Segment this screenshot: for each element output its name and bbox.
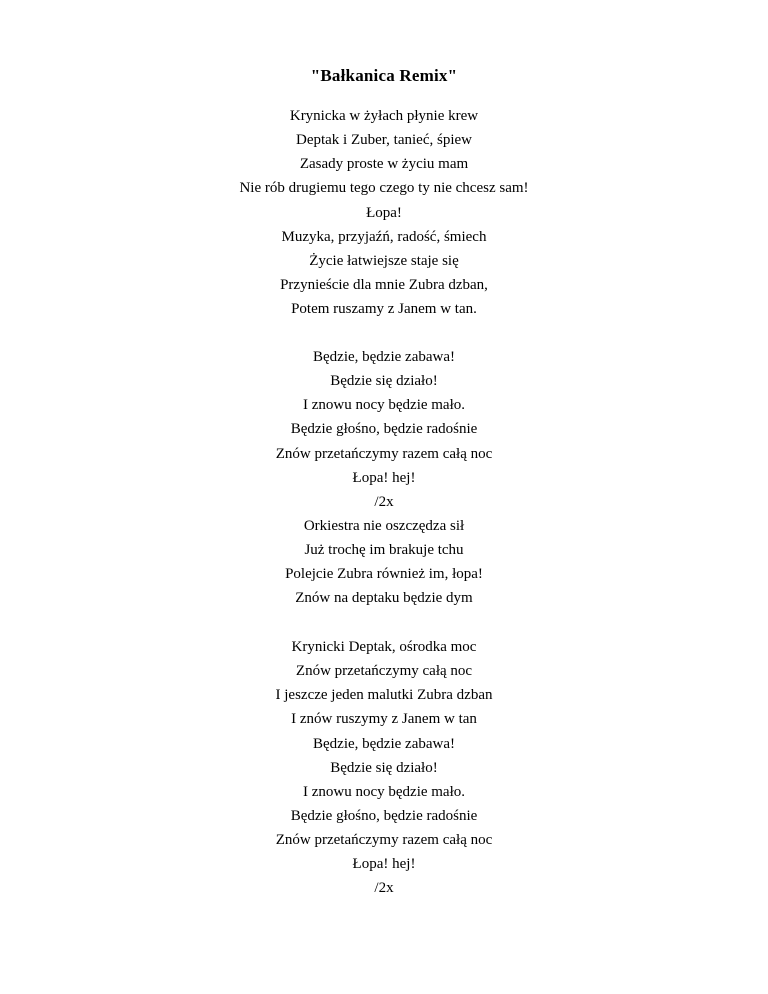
lyric-line: Deptak i Zuber, tanieć, śpiew (295, 132, 472, 149)
lyric-line: /2x (374, 493, 394, 510)
stanza-3 (0, 635, 768, 901)
stanza-2 (0, 345, 768, 611)
lyric-line: Życie łatwiejsze staje się (309, 252, 459, 269)
lyric-line: Muzyka, przyjaźń, radość, śmiech (281, 228, 487, 245)
lyric-line: Orkiestra nie oszczędza sił (303, 517, 465, 534)
song-title: "Bałkanica Remix" (310, 66, 458, 85)
lyric-line: Polejcie Zubra również im, łopa! (285, 566, 483, 583)
lyric-line: Znów przetańczymy całą noc (295, 663, 473, 680)
lyric-line: Przynieście dla mnie Zubra dzban, (280, 276, 488, 293)
lyric-line: Znów przetańczymy razem całą noc (275, 832, 493, 849)
lyric-line: Łopa! (366, 204, 402, 221)
lyric-line: I znowu nocy będzie mało. (302, 783, 466, 800)
lyric-line: Łopa! hej! (352, 856, 416, 873)
lyric-line: Znów na deptaku będzie dym (295, 590, 473, 607)
lyric-line: Krynicki Deptak, ośrodka moc (291, 639, 477, 655)
lyric-line: Będzie głośno, będzie radośnie (290, 807, 478, 824)
lyric-line: Będzie głośno, będzie radośnie (290, 421, 478, 438)
lyric-line: I znowu nocy będzie mało. (302, 397, 466, 414)
lyric-line: Już trochę im brakuje tchu (304, 542, 464, 559)
lyric-line: Będzie, będzie zabawa! (313, 349, 455, 365)
lyric-line: /2x (374, 880, 394, 897)
lyric-line: Będzie się działo! (330, 759, 438, 776)
lyric-line: Będzie się działo! (330, 373, 438, 390)
lyric-line: Zasady proste w życiu mam (299, 156, 469, 173)
lyric-line: I jeszcze jeden malutki Zubra dzban (275, 687, 493, 704)
lyric-line: Znów przetańczymy razem całą noc (275, 445, 493, 462)
lyric-line: I znów ruszymy z Janem w tan (291, 711, 477, 728)
lyric-line: Potem ruszamy z Janem w tan. (291, 301, 477, 318)
stanza-1 (0, 104, 768, 321)
lyric-line: Łopa! hej! (352, 469, 416, 486)
lyric-line: Będzie, będzie zabawa! (313, 735, 455, 752)
lyric-line: Krynicka w żyłach płynie krew (289, 108, 479, 124)
lyric-line: Nie rób drugiemu tego czego ty nie chcesz sam! (239, 180, 529, 197)
